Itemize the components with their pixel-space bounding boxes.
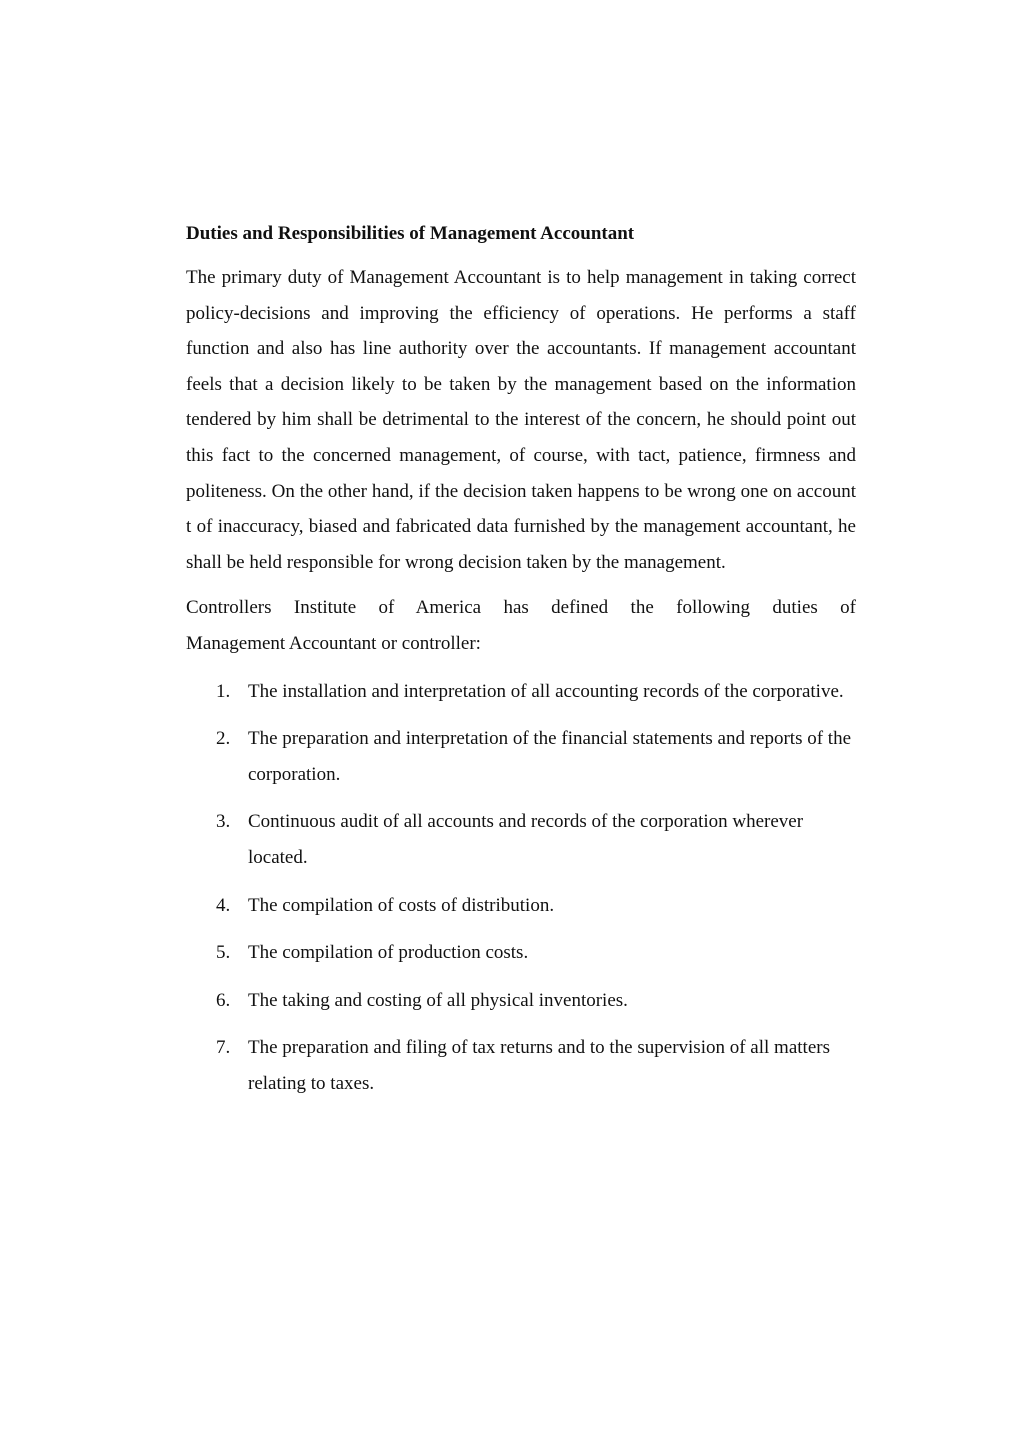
list-item <box>186 721 856 792</box>
list-number: 4. <box>216 894 231 916</box>
list-text: The preparation and filing of tax returns and to the supervision of all matters relating to taxes. <box>248 1037 830 1094</box>
list-number: 7. <box>216 1037 231 1059</box>
paragraph-controllers-institute <box>186 590 856 661</box>
list-item <box>186 888 856 924</box>
paragraph-primary-duty: The primary duty of Management Accountant is to help management in taking correct policy-decisions and improving the efficiency of operations. He performs a staff function and also has line authority over the accountants. If management accountant feels that a decision likely to be taken by the management based on the information tendered by him shall be detrimental to the interest of the concern, he should point out this fact to the concerned management, of course, with tact, patience, firmness and politeness. On the other hand, if the decision taken happens to be wrong one on account t of inaccuracy, biased and fabricated data furnished by the management accountant, he shall be held responsible for wrong decision taken by the management. <box>186 267 856 573</box>
list-text: Continuous audit of all accounts and records of the corporation wherever located. <box>248 811 804 868</box>
list-item <box>186 674 856 710</box>
list-text: The preparation and interpretation of the financial statements and reports of the corporation. <box>248 728 852 785</box>
paragraph-line: Controllers Institute of America has defined the following duties of <box>186 597 856 619</box>
list-text: The installation and interpretation of all accounting records of the corporative. <box>248 680 844 702</box>
list-number: 3. <box>216 811 231 833</box>
list-text: The taking and costing of all physical inventories. <box>248 989 628 1011</box>
list-item <box>186 804 856 875</box>
list-number: 2. <box>216 728 231 750</box>
list-text: The compilation of production costs. <box>248 942 529 964</box>
list-item <box>186 935 856 971</box>
document-heading: Duties and Responsibilities of Management Accountant <box>186 223 635 244</box>
list-number: 5. <box>216 942 231 964</box>
list-item <box>186 983 856 1019</box>
list-number: 1. <box>216 680 231 702</box>
list-item <box>186 1030 856 1101</box>
paragraph-line: Management Accountant or controller: <box>186 632 481 654</box>
list-text: The compilation of costs of distribution. <box>248 894 555 916</box>
list-number: 6. <box>216 989 231 1011</box>
document-page <box>186 222 856 1113</box>
duties-list <box>186 674 856 1102</box>
